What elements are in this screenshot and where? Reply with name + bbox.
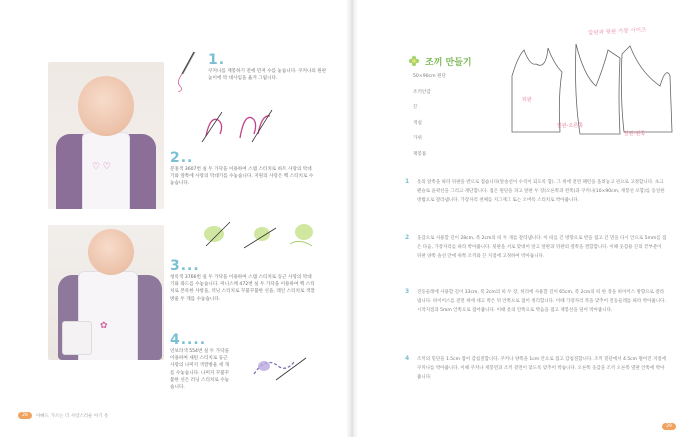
page-title: 조끼 만들기 [425,58,472,68]
page-number: 29 [662,423,676,430]
right-page-footer [662,412,676,431]
step-text: 분홍색 3607번 실 두 가닥을 이용하여 스템 스티치로 하트 사랑의 막대기와 앞쪽에 사랑의 막대기를 수놓습니다. 지원의 사랑은 백 스티치로 수놓습니다. [170,167,314,187]
step-number: 2.. [170,150,194,166]
running-stitch-illustration [250,350,310,388]
instruction-2 [405,234,667,262]
embroidery-flower-icon: ✿ [100,321,108,331]
instruction-number: 1 [405,178,410,185]
baby-photo-top [48,62,164,209]
material-item: 가위 [413,136,422,141]
instruction-4 [405,355,667,383]
material-item: 끈 [413,105,418,110]
step-number: 3... [170,258,200,274]
pattern-label: 앞판-왼쪽 [624,131,646,137]
page-gutter [346,0,358,437]
step-text: 쿠커나를 재봉하기 전에 먼저 수를 놓습니다. 쿠커나의 원판 높이에 막 대사임을 옮겨 그립니다. [208,69,327,82]
step-number: 1. [208,52,226,68]
materials-list [413,73,446,166]
book-title: 아빠도 가르는 더 사랑스러운 아기 옷 [36,413,109,419]
pattern-label: 앞판-오른쪽 [557,123,583,129]
page-number: 28 [18,412,32,419]
material-item: 색실 [413,120,422,126]
instruction-3 [405,288,667,316]
material-item: 재봉틀 [413,151,427,157]
material-item: 50×90cm 원단 [413,74,446,79]
instruction-number: 2 [405,234,410,241]
step-text: 연보라색 554번 실 두 가닥을 이용하여 새틴 스티치로 둥근 사랑의 나머지 색깔방울 세 개를 수놓습니다. 나머지 꾸불꾸불한 선은 러닝 스티치로 수놓습니다. [170,349,230,391]
step-4 [170,332,232,391]
left-page-footer [18,412,108,419]
stem-stitch-illustration [200,106,280,148]
section-title [408,52,472,71]
instruction-text: 조끼의 밑단을 1.5cm 접어 감침질합니다. 쿠커나 양쪽을 1cm 안으로 접고 감침질합니다. 조끼 밑단에서 4.5cm 떨어진 지점에 쿠커나를 박아줍니다. 이때 쿠커나 재봉면과 조끼 겉면이 닿도록 맞추어 박습니다. 오른쪽 웃감을 조끼 오른쪽 옆판 안쪽에 박아줍니다. [417,357,666,381]
cup-icon [62,321,92,355]
step-text: 청록색 3766번 실 두 가닥을 이용하여 스템 스티치로 동근 사랑의 막대기와 좌드를 수놓습니다. 미니스케 472번 실 두 가닥을 이용하여 백 스티치로 본록한 사항을, 러닝 스티치로 꾸불꾸불한 선을, 레인 스티치로 색깔방울 두 개를 수놓습니다. [170,275,315,302]
baby-photo-bottom [48,225,164,360]
pattern-sketch [500,36,680,148]
instruction-text: 웃감으로 사용할 길이 28cm, 폭 2cm의 띠 두 개를 잘라냅니다. 이 띠를 긴 방향으로 반을 접고 긴 면을 다시 안으로 5mm를 접은 다음, 가장자리를 따라 박아줍니다. 뒷판을 서로 맞대어 앞고 앞판과 뒤판의 옆쪽을 결합합니다. 이때 웃감용 끈의 끝부분이 뒤판 양쪽 솔선 안에 위쪽 조끼와 끈 지점에 고정하여 박아둡니다. [417,236,667,260]
pattern-title: 앞판과 뒷판 가봉 사이즈 [587,27,647,37]
instruction-number: 4 [405,355,410,362]
instruction-1 [405,178,667,206]
instruction-text: 옷의 앞쪽을 따라 뒤판을 반으로 접습니다(앞솔선이 수직이 되도록 함). 그 위에 겉면 패턴을 올려놓고 핀으로 고정합니다. 초크펜슬로 윤곽선을 그리고 재단합니다. 접은 원단을 펴고 앞판 두 장(오른쪽과 왼쪽)과 쿠커나(10×90cm, 재봉선 포함)를 동일한 방법으로 잘라냅니다. 가장자리 천체를 지그재그 또는 오버록 스티치로 박아줍니다. [417,180,665,204]
needle-pencil-illustration [174,50,200,96]
step-2 [170,150,315,188]
flower-icon [408,52,420,71]
step-3 [170,258,315,303]
instruction-text: 진동둘레에 사용할 길이 33cm, 폭 2cm의 띠 두 장, 허리에 사용할 길이 65cm, 폭 2cm의 띠 한 장을 바이어스 방향으로 잘라냅니다. 바이어스를 겉면 위에 대고 박은 뒤 안쪽으로 접어 정리합니다. 이때 가장자리 폭을 맞추어 진동둘레를 따라 박아줍니다. 시작지점과 5mm 안쪽으로 접어줍니다. 이때 옷의 안쪽으로 박음을 접고 재봉선을 덮어 박아줍니다. [417,290,666,314]
instruction-number: 3 [405,288,410,295]
pattern-label: 뒤판 [522,97,532,103]
material-item: 조끼안감 [413,89,431,95]
satin-stitch-illustration [200,218,324,256]
step-number: 4.... [170,332,207,348]
step-1 [208,52,328,82]
embroidery-heart-icon: ♡ ♡ [92,162,111,172]
